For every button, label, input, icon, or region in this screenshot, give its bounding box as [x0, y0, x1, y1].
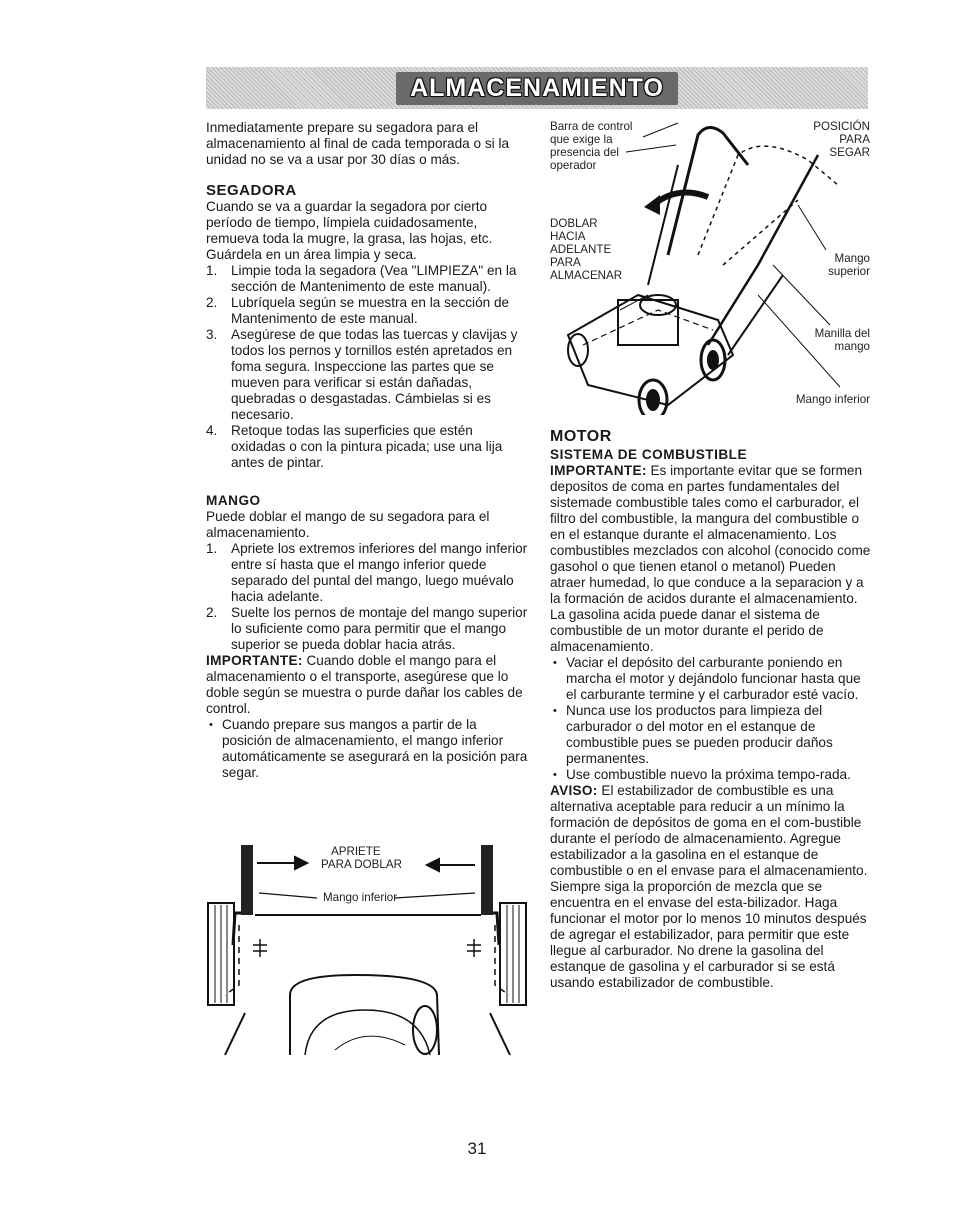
page-number: 31 [467, 1139, 487, 1158]
page-title: ALMACENAMIENTO [396, 72, 678, 105]
left-column [206, 120, 528, 781]
list-item [206, 541, 528, 605]
squeeze-label-line1: APRIETE [331, 845, 381, 858]
step-text: Suelte los pernos de montaje del mango superior lo suficiente como para permitir que el mango superior se pueda doblar hacia atrás. [231, 605, 528, 652]
list-item [206, 295, 528, 327]
mango-steps [206, 541, 528, 653]
important-text: Cuando doble el mango para el almacenamiento o el transporte, asegúrese que lo doble según se muestra o purde dañar los cables de control. [206, 653, 523, 716]
segadora-steps [206, 263, 528, 471]
mower-storage-figure [548, 115, 872, 415]
step-text: Limpie toda la segadora (Vea "LIMPIEZA" en la sección de Mantenimento de este manual). [231, 263, 517, 294]
list-item [206, 263, 528, 295]
motor-important [550, 463, 872, 655]
section-banner [206, 67, 868, 109]
step-number: 1. [206, 263, 218, 278]
step-text: Apriete los extremos inferiores del mango inferior entre sí hasta que el mango inferior quede separado del puntal del mango, luego muévalo hacia adelante. [231, 541, 528, 604]
motor-heading: MOTOR [550, 428, 612, 445]
label-line: PARA [839, 133, 870, 146]
list-item: • Vaciar el depósito del carburante poniendo en marcha el motor y dejándolo funcionar hasta que el carburante termine y el carburador esté vacío. [550, 655, 872, 703]
list-item: • Use combustible nuevo la próxima tempo-rada. [550, 767, 872, 783]
label-line: ALMACENAR [550, 269, 623, 282]
fuel-system-heading: SISTEMA DE COMBUSTIBLE [550, 447, 748, 462]
segadora-heading: SEGADORA [206, 182, 297, 199]
step-number: 2. [206, 605, 218, 620]
label-line: HACIA [550, 230, 586, 243]
list-item [206, 605, 528, 653]
list-item [206, 327, 528, 423]
mango-heading: MANGO [206, 493, 261, 508]
list-item: • Nunca use los productos para limpieza del carburador o del motor en el estanque de combustible pues se pueden producir daños permanentes. [550, 703, 872, 767]
motor-notice [550, 783, 872, 991]
squeeze-label-line2: PARA DOBLAR [321, 858, 402, 871]
mango-bullets [206, 717, 528, 781]
lower-handle-label: Mango inferior [795, 393, 870, 406]
notice-label: AVISO: [550, 783, 598, 798]
mango-paragraph: Puede doblar el mango de su segadora para el almacenamiento. [206, 509, 490, 540]
label-line: Manilla del [814, 327, 870, 340]
important-label: IMPORTANTE: [550, 463, 647, 478]
list-item [206, 423, 528, 471]
step-text: Retoque todas las superficies que estén oxidadas o con la pintura picada; use una lija antes de pintar. [231, 423, 503, 470]
important-label: IMPORTANTE: [206, 653, 303, 668]
lower-handle-label: Mango inferior [323, 891, 398, 904]
label-line: operador [550, 159, 597, 172]
step-text: Lubríquela según se muestra en la sección de Mantenimento de este manual. [231, 295, 510, 326]
fold-forward-label [550, 217, 622, 282]
upper-handle-label [828, 252, 870, 278]
step-number: 3. [206, 327, 218, 342]
mango-important [206, 653, 528, 717]
left-grip [241, 845, 253, 915]
label-line: superior [828, 265, 870, 278]
segadora-paragraph: Cuando se va a guardar la segadora por cierto período de tiempo, límpiela cuidadosamente, remueva toda la mugre, la grasa, las hojas, etc. Guárdela en un área limpia y seca. [206, 199, 493, 262]
label-line: que exige la [550, 133, 613, 146]
step-number: 2. [206, 295, 218, 310]
step-text: Asegúrese de que todas las tuercas y clavijas y todos los pernos y tornillos estén apretados en foma segura. Inspeccione las partes que se mueven para verificar si están dañadas, quebradas o desgastadas. Cámbielas si es necesario. [231, 327, 518, 422]
label-line: SEGAR [829, 146, 870, 159]
right-column [550, 428, 872, 991]
label-line: Barra de control [550, 120, 633, 133]
control-bar-label [550, 120, 633, 172]
label-line: PARA [550, 256, 581, 269]
right-grip [481, 845, 493, 915]
handle-fold-figure [205, 835, 530, 1060]
step-number: 4. [206, 423, 218, 438]
important-text: Es importante evitar que se formen depositos de coma en partes fundamentales del sistemade combustible tales como el carburador, el filtro del combustible, la mangura del combustible o en el estanque durante el almacenamiento. Los combustibles mezclados con alcohol (conocido come gasohol o que tienen etanol o metanol) Pueden atraer humedad, lo que conduce a la separacion y a la formación de acidos durante el almacenamiento. La gasolina acida puede danar el sistema de combustible de un motor durante el perido de almacenamiento. [550, 463, 871, 654]
step-number: 1. [206, 541, 218, 556]
label-line: mango [834, 340, 870, 353]
label-line: ADELANTE [550, 243, 612, 256]
label-line: presencia del [550, 146, 619, 159]
label-line: POSICIÓN [813, 120, 870, 133]
label-line: Mango [834, 252, 870, 265]
intro-paragraph: Inmediatamente prepare su segadora para el almacenamiento al final de cada temporada o si la unidad no se va a usar por 30 días o más. [206, 120, 510, 167]
label-line: DOBLAR [550, 217, 598, 230]
motor-bullets [550, 655, 872, 783]
mow-position-label [813, 120, 870, 159]
notice-text: El estabilizador de combustible es una alternativa aceptable para reducir a un mínimo la formación de depósitos de goma en el com-bustible durante el período de almacenamiento. Agregue estabilizador a la gasolina en el estanque de combustible o en el envase para el almacenamiento. Siempre siga la proporción de mezcla que se encuentra en el envase del esta-bilizador. Haga funcionar el motor por lo menos 10 minutos después de agregar el estabilizador, para permitir que este llegue al carburador. No drene la gasolina del estanque de gasolina y el carburador si se está usando estabilizador de combustible. [550, 783, 868, 990]
handle-knob-label [815, 327, 870, 353]
list-item: • Cuando prepare sus mangos a partir de la posición de almacenamiento, el mango inferior automáticamente se asegurará en la posición para segar. [206, 717, 528, 781]
